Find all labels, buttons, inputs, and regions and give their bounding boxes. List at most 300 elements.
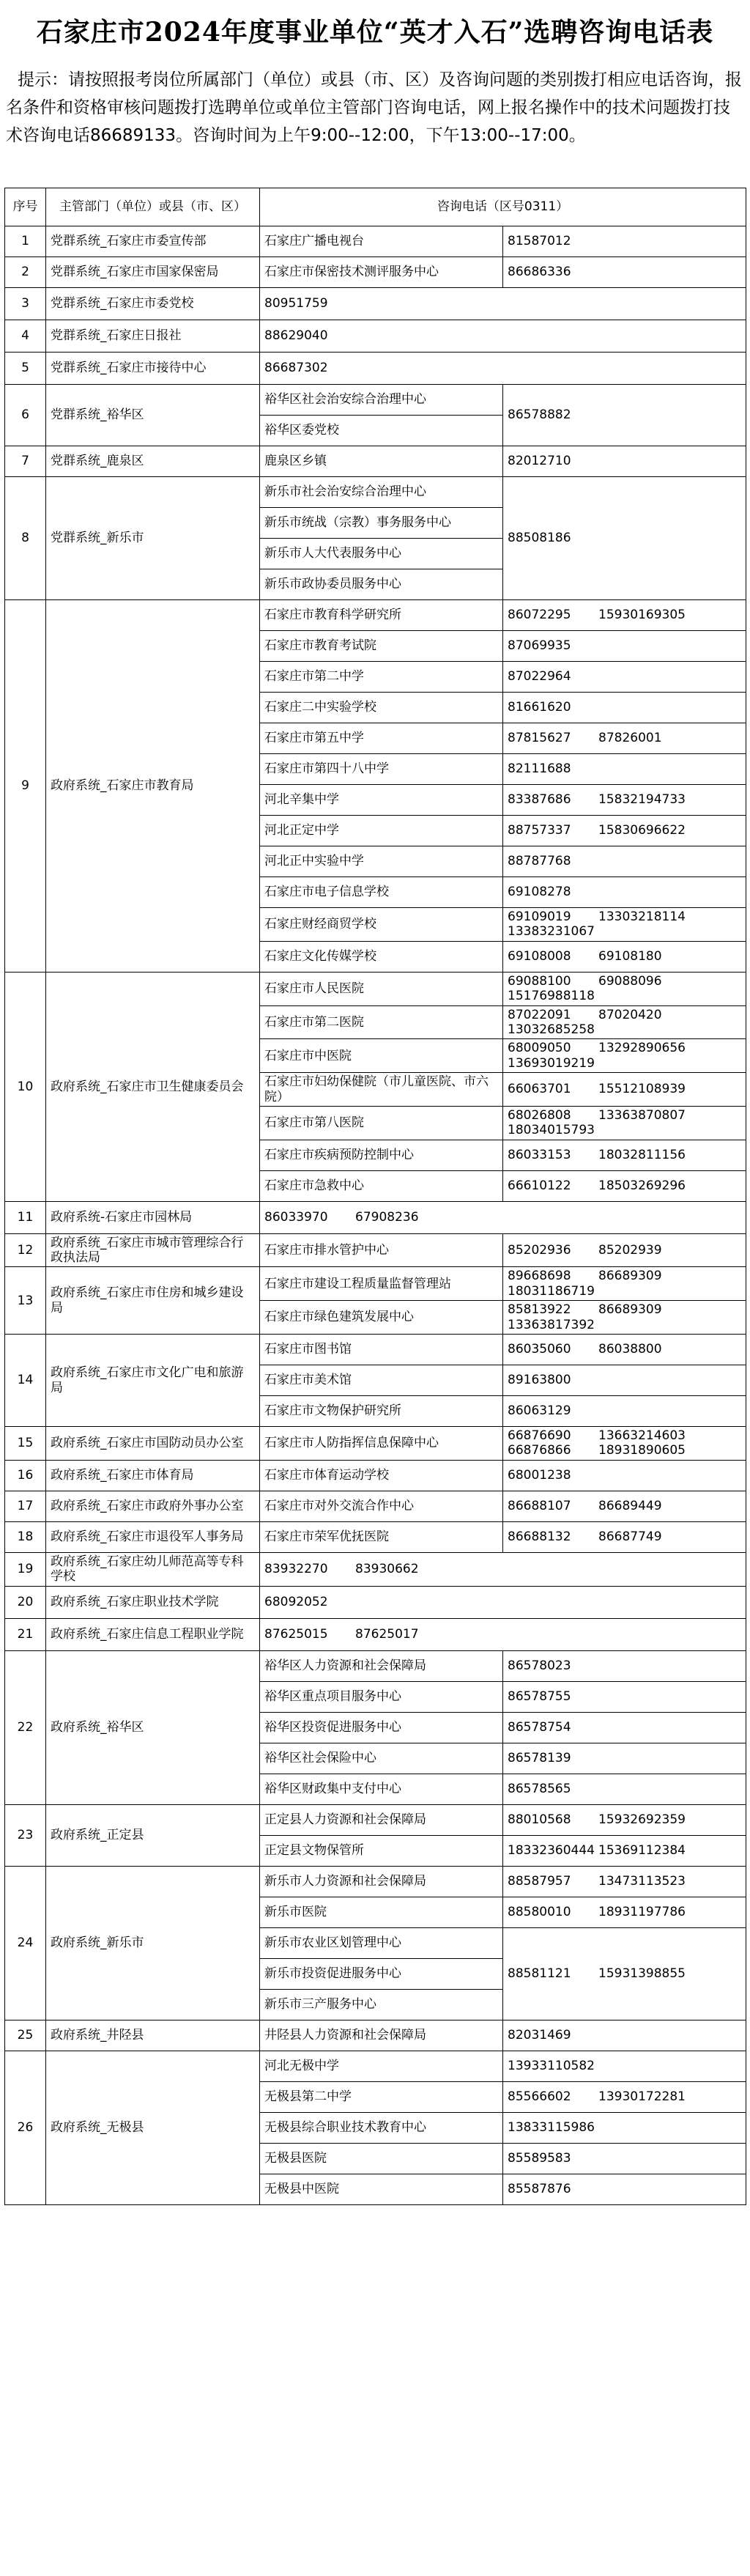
tel-number: 69108278 xyxy=(508,885,571,900)
tel-pair xyxy=(508,1284,741,1299)
tel-cell xyxy=(503,2051,746,2081)
table-header-row xyxy=(5,188,746,226)
unit-cell: 石家庄文化传媒学校 xyxy=(260,941,503,972)
tel-cell xyxy=(503,785,746,816)
department-cell: 政府系统_石家庄幼儿师范高等专科学校 xyxy=(46,1552,260,1586)
tel-number: 88581121 xyxy=(508,1966,571,1981)
header-dept: 主管部门（单位）或县（市、区） xyxy=(46,188,260,226)
tel-cell xyxy=(503,1335,746,1365)
tel-cell xyxy=(503,1491,746,1521)
tel-pair xyxy=(508,1269,741,1283)
tel-pair xyxy=(508,1966,741,1981)
tel-number: 81661620 xyxy=(508,700,571,715)
tel-cell xyxy=(503,1365,746,1396)
row-number: 11 xyxy=(5,1201,46,1233)
tel-number: 85589583 xyxy=(508,2150,571,2166)
unit-cell: 裕华区委党校 xyxy=(260,416,503,446)
tel-pair xyxy=(508,1499,741,1513)
unit-cell: 正定县人力资源和社会保障局 xyxy=(260,1804,503,1835)
table-row xyxy=(5,1586,746,1618)
tel-number: 89668698 xyxy=(508,1269,571,1284)
tel-pair xyxy=(508,1905,741,1919)
department-cell: 政府系统_正定县 xyxy=(46,1804,260,1866)
tel-cell xyxy=(503,600,746,631)
tel-number: 86038800 xyxy=(598,1342,662,1357)
unit-cell: 石家庄市急救中心 xyxy=(260,1170,503,1201)
header-tel: 咨询电话（区号0311） xyxy=(260,188,746,226)
tel-number: 86689309 xyxy=(598,1302,662,1318)
tel-cell xyxy=(503,662,746,693)
unit-cell: 河北正定中学 xyxy=(260,816,503,846)
tel-pair xyxy=(508,823,741,838)
department-cell: 党群系统_新乐市 xyxy=(46,477,260,600)
tel-number: 82012710 xyxy=(508,454,571,469)
table-row xyxy=(5,1335,746,1365)
tel-cell xyxy=(503,1460,746,1491)
tel-number: 13032685258 xyxy=(508,1022,595,1037)
tel-number: 86689449 xyxy=(598,1499,662,1514)
tel-pair xyxy=(508,1082,741,1096)
table-row xyxy=(5,1552,746,1586)
unit-cell: 石家庄市排水管护中心 xyxy=(260,1233,503,1267)
department-cell: 政府系统_石家庄市卫生健康委员会 xyxy=(46,972,260,1201)
tel-number: 86687749 xyxy=(598,1529,662,1545)
tel-number: 69088096 xyxy=(598,973,662,989)
unit-cell: 石家庄市教育考试院 xyxy=(260,631,503,662)
unit-cell: 新乐市人力资源和社会保障局 xyxy=(260,1866,503,1897)
tel-number: 83932270 xyxy=(264,1562,328,1576)
tel-pair xyxy=(508,1008,741,1022)
tel-cell xyxy=(503,1301,746,1335)
table-row xyxy=(5,1650,746,1681)
tel-pair xyxy=(508,1243,741,1258)
tel-number: 18503269296 xyxy=(598,1178,686,1193)
table-row xyxy=(5,2051,746,2081)
tel-number: 86033970 xyxy=(264,1209,328,1225)
unit-cell: 石家庄市第四十八中学 xyxy=(260,754,503,785)
row-number: 14 xyxy=(5,1335,46,1427)
tel-cell xyxy=(503,877,746,908)
page-title: 石家庄市2024年度事业单位“英才入石”选聘咨询电话表 xyxy=(36,16,714,48)
tel-pair xyxy=(508,1318,741,1332)
row-number: 15 xyxy=(5,1427,46,1461)
tel-number: 15932692359 xyxy=(598,1812,686,1827)
tel-number: 88757337 xyxy=(508,823,571,838)
tel-number: 15369112384 xyxy=(598,1842,686,1858)
tel-pair xyxy=(508,1148,741,1162)
unit-cell: 石家庄财经商贸学校 xyxy=(260,908,503,942)
unit-cell: 裕华区投资促进服务中心 xyxy=(260,1712,503,1743)
tel-number: 86035060 xyxy=(508,1342,571,1357)
table-row xyxy=(5,1267,746,1301)
tel-cell xyxy=(503,1106,746,1140)
tel-number: 13363817392 xyxy=(508,1317,595,1332)
tel-number: 15931398855 xyxy=(598,1966,686,1981)
tel-cell xyxy=(503,1039,746,1073)
unit-cell: 石家庄市人民医院 xyxy=(260,972,503,1005)
tel-cell xyxy=(503,257,746,288)
unit-cell: 新乐市农业区划管理中心 xyxy=(260,1927,503,1958)
table-row xyxy=(5,1233,746,1267)
unit-cell: 石家庄市体育运动学校 xyxy=(260,1460,503,1491)
tel-number: 85587876 xyxy=(508,2181,571,2196)
department-cell: 政府系统_石家庄市体育局 xyxy=(46,1460,260,1491)
tel-cell xyxy=(503,385,746,446)
tel-cell xyxy=(503,908,746,942)
tel-cell xyxy=(503,693,746,723)
unit-cell: 裕华区重点项目服务中心 xyxy=(260,1681,503,1712)
tel-number: 66610122 xyxy=(508,1178,571,1193)
tel-number: 88629040 xyxy=(264,328,328,344)
tel-cell xyxy=(503,1897,746,1927)
department-cell: 政府系统_石家庄市政府外事办公室 xyxy=(46,1491,260,1521)
department-cell: 党群系统_石家庄市委宣传部 xyxy=(46,226,260,257)
tel-cell xyxy=(503,1835,746,1866)
tel-number: 86688132 xyxy=(508,1529,571,1545)
table-row xyxy=(5,1618,746,1650)
tel-number: 68009050 xyxy=(508,1041,571,1056)
tel-pair xyxy=(508,792,741,807)
department-cell: 党群系统_石家庄市接待中心 xyxy=(46,353,260,385)
row-number: 6 xyxy=(5,385,46,446)
row-number: 8 xyxy=(5,477,46,600)
tel-number: 83930662 xyxy=(355,1562,419,1576)
unit-cell: 石家庄市美术馆 xyxy=(260,1365,503,1396)
tel-number: 86578882 xyxy=(508,407,571,423)
tel-cell xyxy=(503,1233,746,1267)
tel-cell xyxy=(503,1866,746,1897)
department-cell: 政府系统_石家庄市退役军人事务局 xyxy=(46,1521,260,1552)
tel-number: 13930172281 xyxy=(598,2089,686,2104)
tel-cell xyxy=(260,320,746,353)
tel-pair xyxy=(508,909,741,924)
tel-cell xyxy=(260,1618,746,1650)
tel-number: 66063701 xyxy=(508,1082,571,1097)
unit-cell: 正定县文物保管所 xyxy=(260,1835,503,1866)
header-no: 序号 xyxy=(5,188,46,226)
tel-pair xyxy=(508,1041,741,1055)
tel-number: 67908236 xyxy=(355,1209,419,1225)
tel-pair xyxy=(508,731,741,745)
department-cell: 政府系统_石家庄市教育局 xyxy=(46,600,260,973)
tel-cell xyxy=(503,1396,746,1427)
table-row xyxy=(5,446,746,477)
department-cell: 党群系统_石家庄市国家保密局 xyxy=(46,257,260,288)
tel-number: 68092052 xyxy=(264,1594,328,1609)
table-row xyxy=(5,1521,746,1552)
tel-number: 66876866 xyxy=(508,1443,571,1458)
tel-number: 82111688 xyxy=(508,761,571,777)
department-cell: 政府系统_石家庄市住房和城乡建设局 xyxy=(46,1267,260,1335)
department-cell: 政府系统_无极县 xyxy=(46,2051,260,2204)
tel-cell xyxy=(503,226,746,257)
table-row xyxy=(5,1804,746,1835)
tel-cell xyxy=(503,2174,746,2204)
unit-cell: 河北无极中学 xyxy=(260,2051,503,2081)
unit-cell: 石家庄市人防指挥信息保障中心 xyxy=(260,1427,503,1461)
tel-cell xyxy=(503,1267,746,1301)
unit-cell: 石家庄市荣军优抚医院 xyxy=(260,1521,503,1552)
table-row xyxy=(5,1427,746,1461)
tel-cell xyxy=(503,1743,746,1774)
tel-number: 18332360444 xyxy=(508,1842,595,1858)
unit-cell: 新乐市医院 xyxy=(260,1897,503,1927)
unit-cell: 石家庄市教育科学研究所 xyxy=(260,600,503,631)
table-row xyxy=(5,353,746,385)
unit-cell: 河北正中实验中学 xyxy=(260,846,503,877)
tel-cell xyxy=(503,2081,746,2112)
unit-cell: 石家庄广播电视台 xyxy=(260,226,503,257)
tel-pair xyxy=(264,1562,741,1576)
tel-number: 87020420 xyxy=(598,1007,662,1022)
tel-cell xyxy=(503,477,746,600)
unit-cell: 井陉县人力资源和社会保障局 xyxy=(260,2020,503,2051)
row-number: 4 xyxy=(5,320,46,353)
tel-number: 85202939 xyxy=(598,1242,662,1258)
table-row xyxy=(5,385,746,416)
unit-cell: 石家庄市第二中学 xyxy=(260,662,503,693)
department-cell: 政府系统_石家庄信息工程职业学院 xyxy=(46,1618,260,1650)
tel-number: 13292890656 xyxy=(598,1041,686,1056)
department-cell: 党群系统_石家庄日报社 xyxy=(46,320,260,353)
tel-number: 15512108939 xyxy=(598,1082,686,1097)
table-row xyxy=(5,288,746,320)
row-number: 20 xyxy=(5,1586,46,1618)
tel-number: 87022964 xyxy=(508,669,571,684)
unit-cell: 新乐市人大代表服务中心 xyxy=(260,539,503,569)
tel-number: 69108008 xyxy=(508,949,571,964)
tel-number: 69108180 xyxy=(598,949,662,964)
tel-number: 15832194733 xyxy=(598,792,686,808)
tel-pair xyxy=(264,1627,741,1642)
tel-number: 18031186719 xyxy=(508,1283,595,1299)
tel-number: 86688107 xyxy=(508,1499,571,1514)
tel-number: 18931197786 xyxy=(598,1904,686,1919)
unit-cell: 无极县第二中学 xyxy=(260,2081,503,2112)
tel-cell xyxy=(503,1804,746,1835)
tel-number: 87022091 xyxy=(508,1007,571,1022)
table-row xyxy=(5,1491,746,1521)
row-number: 24 xyxy=(5,1866,46,2020)
tel-pair xyxy=(508,1428,741,1443)
unit-cell: 石家庄市第八医院 xyxy=(260,1106,503,1140)
tel-number: 82031469 xyxy=(508,2027,571,2042)
unit-cell: 无极县综合职业技术教育中心 xyxy=(260,2112,503,2143)
tel-pair xyxy=(508,1843,741,1858)
row-number: 22 xyxy=(5,1650,46,1804)
tel-cell xyxy=(503,846,746,877)
table-row xyxy=(5,320,746,353)
tel-number: 85566602 xyxy=(508,2089,571,2104)
row-number: 19 xyxy=(5,1552,46,1586)
tel-cell xyxy=(503,1170,746,1201)
department-cell: 政府系统_井陉县 xyxy=(46,2020,260,2051)
tel-number: 83387686 xyxy=(508,792,571,808)
unit-cell: 新乐市社会治安综合治理中心 xyxy=(260,477,503,508)
tel-number: 87625017 xyxy=(355,1626,419,1642)
tel-number: 86689309 xyxy=(598,1269,662,1284)
row-number: 2 xyxy=(5,257,46,288)
tel-number: 86033153 xyxy=(508,1147,571,1162)
tel-pair xyxy=(508,1812,741,1827)
row-number: 21 xyxy=(5,1618,46,1650)
tel-number: 13663214603 xyxy=(598,1428,686,1444)
table-row xyxy=(5,1201,746,1233)
tel-cell xyxy=(503,2020,746,2051)
unit-cell: 裕华区财政集中支付中心 xyxy=(260,1774,503,1804)
unit-cell: 石家庄市对外交流合作中心 xyxy=(260,1491,503,1521)
tel-number: 18032811156 xyxy=(598,1147,686,1162)
tel-cell xyxy=(503,1774,746,1804)
unit-cell: 石家庄市疾病预防控制中心 xyxy=(260,1140,503,1170)
unit-cell: 石家庄市保密技术测评服务中心 xyxy=(260,257,503,288)
row-number: 12 xyxy=(5,1233,46,1267)
tel-pair xyxy=(508,974,741,989)
unit-cell: 石家庄市第二医院 xyxy=(260,1005,503,1039)
tel-number: 68026808 xyxy=(508,1107,571,1123)
tel-number: 13473113523 xyxy=(598,1873,686,1889)
tel-pair xyxy=(508,1108,741,1123)
tel-cell xyxy=(503,1073,746,1107)
tel-pair xyxy=(508,608,741,622)
unit-cell: 新乐市政协委员服务中心 xyxy=(260,569,503,600)
unit-cell: 裕华区人力资源和社会保障局 xyxy=(260,1650,503,1681)
department-cell: 政府系统_石家庄职业技术学院 xyxy=(46,1586,260,1618)
tel-cell xyxy=(260,1201,746,1233)
table-row xyxy=(5,1866,746,1897)
row-number: 3 xyxy=(5,288,46,320)
unit-cell: 无极县医院 xyxy=(260,2143,503,2174)
unit-cell: 裕华区社会治安综合治理中心 xyxy=(260,385,503,416)
tel-number: 13693019219 xyxy=(508,1055,595,1071)
table-row xyxy=(5,600,746,631)
unit-cell: 石家庄市建设工程质量监督管理站 xyxy=(260,1267,503,1301)
tel-pair xyxy=(508,1529,741,1544)
department-cell: 政府系统_新乐市 xyxy=(46,1866,260,2020)
row-number: 5 xyxy=(5,353,46,385)
table-row xyxy=(5,1460,746,1491)
tel-number: 87625015 xyxy=(264,1626,328,1642)
tel-cell xyxy=(503,1005,746,1039)
table-row xyxy=(5,257,746,288)
tel-number: 87826001 xyxy=(598,731,662,746)
row-number: 10 xyxy=(5,972,46,1201)
tel-number: 85202936 xyxy=(508,1242,571,1258)
table-row xyxy=(5,477,746,508)
row-number: 26 xyxy=(5,2051,46,2204)
unit-cell: 无极县中医院 xyxy=(260,2174,503,2204)
tel-number: 88580010 xyxy=(508,1904,571,1919)
contact-table xyxy=(4,188,746,2205)
tel-number: 88587957 xyxy=(508,1873,571,1889)
tel-cell xyxy=(503,972,746,1005)
row-number: 13 xyxy=(5,1267,46,1335)
unit-cell: 石家庄市文物保护研究所 xyxy=(260,1396,503,1427)
department-cell: 政府系统_裕华区 xyxy=(46,1650,260,1804)
unit-cell: 新乐市三产服务中心 xyxy=(260,1989,503,2020)
tel-number: 86578139 xyxy=(508,1750,571,1765)
tel-cell xyxy=(260,1586,746,1618)
tel-number: 85813922 xyxy=(508,1302,571,1318)
tel-pair xyxy=(508,989,741,1003)
tel-number: 13933110582 xyxy=(508,2058,595,2073)
tel-number: 88508186 xyxy=(508,531,571,546)
tel-pair xyxy=(508,1022,741,1037)
tel-number: 86686336 xyxy=(508,265,571,280)
tel-number: 66876690 xyxy=(508,1428,571,1444)
tel-number: 68001238 xyxy=(508,1468,571,1483)
table-row xyxy=(5,2020,746,2051)
tel-cell xyxy=(503,723,746,754)
row-number: 25 xyxy=(5,2020,46,2051)
tel-cell xyxy=(503,446,746,477)
unit-cell: 鹿泉区乡镇 xyxy=(260,446,503,477)
tel-cell xyxy=(503,1521,746,1552)
unit-cell: 裕华区社会保险中心 xyxy=(260,1743,503,1774)
tel-cell xyxy=(260,353,746,385)
row-number: 23 xyxy=(5,1804,46,1866)
tel-number: 86578755 xyxy=(508,1689,571,1704)
tel-pair xyxy=(508,1443,741,1458)
tel-pair xyxy=(508,949,741,964)
tel-cell xyxy=(503,1927,746,2020)
table-row xyxy=(5,226,746,257)
tel-number: 87069935 xyxy=(508,638,571,654)
row-number: 1 xyxy=(5,226,46,257)
tel-cell xyxy=(503,754,746,785)
tel-number: 13363870807 xyxy=(598,1107,686,1123)
tel-number: 13383231067 xyxy=(508,924,595,940)
unit-cell: 石家庄市图书馆 xyxy=(260,1335,503,1365)
unit-cell: 石家庄市中医院 xyxy=(260,1039,503,1073)
tel-number: 89163800 xyxy=(508,1373,571,1388)
tel-cell xyxy=(260,1552,746,1586)
tel-cell xyxy=(503,1427,746,1461)
row-number: 16 xyxy=(5,1460,46,1491)
notice-text: 提示：请按照报考岗位所属部门（单位）或县（市、区）及咨询问题的类别拨打相应电话咨询，报名条件和资格审核问题拨打选聘单位或单位主管部门咨询电话，网上报名操作中的技术问题拨打技术咨询电话86689133。咨询时间为上午9:00--12:00，下午13:00--17:00。 xyxy=(6,70,742,145)
table-row xyxy=(5,972,746,1005)
department-cell: 党群系统_鹿泉区 xyxy=(46,446,260,477)
unit-cell: 河北辛集中学 xyxy=(260,785,503,816)
row-number: 18 xyxy=(5,1521,46,1552)
tel-number: 69088100 xyxy=(508,973,571,989)
tel-number: 86578565 xyxy=(508,1781,571,1796)
tel-pair xyxy=(508,1874,741,1889)
tel-cell xyxy=(503,1140,746,1170)
tel-number: 86578023 xyxy=(508,1658,571,1673)
department-cell: 政府系统-石家庄市园林局 xyxy=(46,1201,260,1233)
tel-cell xyxy=(503,631,746,662)
department-cell: 政府系统_石家庄市城市管理综合行政执法局 xyxy=(46,1233,260,1267)
unit-cell: 新乐市统战（宗教）事务服务中心 xyxy=(260,508,503,539)
tel-pair xyxy=(508,1302,741,1317)
tel-pair xyxy=(508,1056,741,1071)
unit-cell: 石家庄市第五中学 xyxy=(260,723,503,754)
tel-number: 69109019 xyxy=(508,909,571,924)
tel-pair xyxy=(508,1178,741,1193)
department-cell: 党群系统_裕华区 xyxy=(46,385,260,446)
tel-number: 86578754 xyxy=(508,1719,571,1735)
tel-pair xyxy=(508,1342,741,1357)
unit-cell: 石家庄市绿色建筑发展中心 xyxy=(260,1301,503,1335)
row-number: 17 xyxy=(5,1491,46,1521)
tel-number: 18034015793 xyxy=(508,1123,595,1138)
department-cell: 党群系统_石家庄市委党校 xyxy=(46,288,260,320)
tel-number: 13303218114 xyxy=(598,909,686,924)
tel-pair xyxy=(508,1123,741,1137)
tel-number: 88010568 xyxy=(508,1812,571,1827)
tel-pair xyxy=(508,924,741,939)
